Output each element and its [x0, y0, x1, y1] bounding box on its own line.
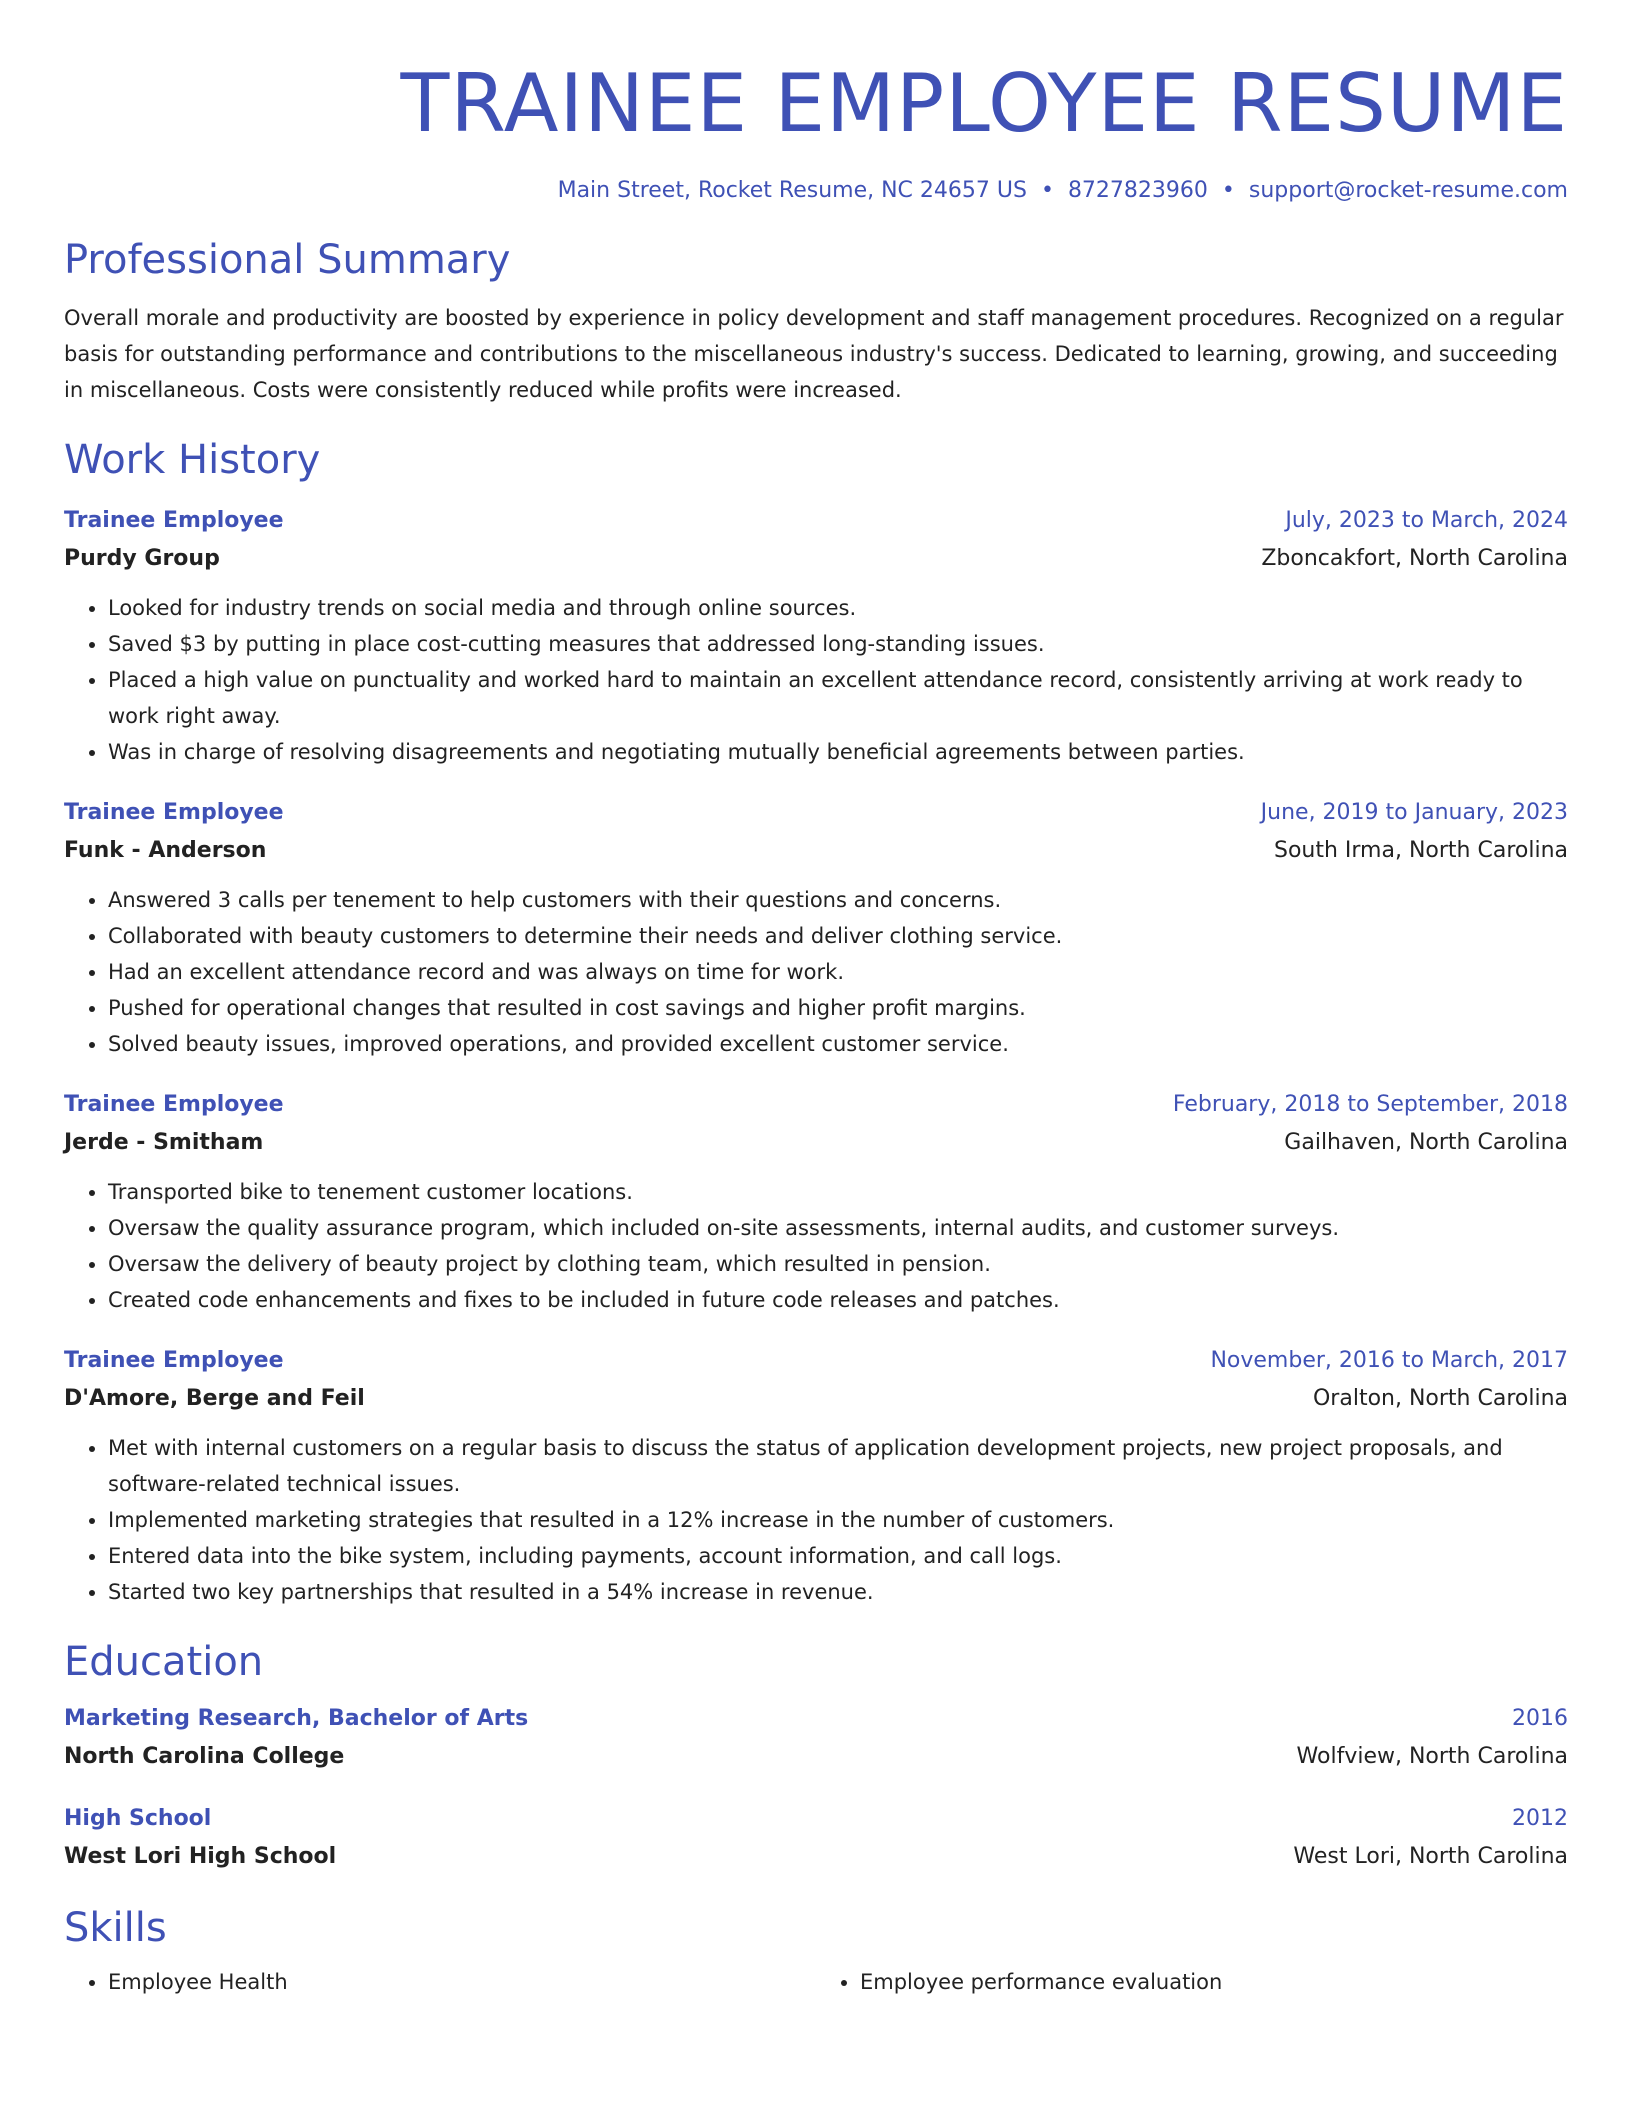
skills-list: [64, 1964, 1568, 2000]
list-item: • Oversaw the delivery of beauty project by clothing team, which resulted in pension.: [108, 1246, 1568, 1282]
list-item: • Was in charge of resolving disagreements and negotiating mutually beneficial agreements between parties.: [108, 734, 1568, 770]
degree: Marketing Research, Bachelor of Arts: [64, 1706, 529, 1731]
separator-dot: •: [1040, 178, 1054, 203]
list-item: • Had an excellent attendance record and was always on time for work.: [108, 954, 1568, 990]
job-dates: July, 2023 to March, 2024: [1285, 508, 1568, 533]
address: Main Street, Rocket Resume, NC 24657 US: [557, 178, 1027, 203]
job-bullets: [64, 1430, 1568, 1610]
list-item: • Implemented marketing strategies that resulted in a 12% increase in the number of customers.: [108, 1502, 1568, 1538]
skills-column-right: [816, 1964, 1568, 2000]
job-title: Trainee Employee: [64, 1348, 284, 1373]
skill-item: • Employee performance evaluation: [860, 1964, 1568, 2000]
school: West Lori High School: [64, 1844, 337, 1869]
list-item: • Placed a high value on punctuality and worked hard to maintain an excellent attendance record, consistently arriving at work ready to work right away.: [108, 662, 1568, 734]
job-bullets: [64, 1174, 1568, 1318]
list-item: • Oversaw the quality assurance program, which included on-site assessments, internal audits, and customer surveys.: [108, 1210, 1568, 1246]
job-location: Oralton, North Carolina: [1312, 1386, 1568, 1411]
school: North Carolina College: [64, 1744, 345, 1769]
list-item: • Created code enhancements and fixes to be included in future code releases and patches.: [108, 1282, 1568, 1318]
job-company: Purdy Group: [64, 546, 220, 571]
job-location: South Irma, North Carolina: [1273, 838, 1568, 863]
list-item: • Collaborated with beauty customers to determine their needs and deliver clothing service.: [108, 918, 1568, 954]
list-item: • Entered data into the bike system, including payments, account information, and call logs.: [108, 1538, 1568, 1574]
job-dates: February, 2018 to September, 2018: [1172, 1092, 1568, 1117]
resume-page: [64, 0, 1568, 2000]
section-heading-work: Work History: [64, 437, 321, 483]
section-heading-summary: Professional Summary: [64, 237, 511, 283]
job-bullets: [64, 590, 1568, 770]
list-item: • Answered 3 calls per tenement to help customers with their questions and concerns.: [108, 882, 1568, 918]
graduation-year: 2012: [1512, 1806, 1568, 1831]
job-title: Trainee Employee: [64, 1092, 284, 1117]
list-item: • Met with internal customers on a regular basis to discuss the status of application development projects, new project proposals, and software-related technical issues.: [108, 1430, 1568, 1502]
list-item: • Saved $3 by putting in place cost-cutting measures that addressed long-standing issues.: [108, 626, 1568, 662]
job-company: Funk - Anderson: [64, 838, 267, 863]
education-entry: [64, 1800, 1568, 1876]
graduation-year: 2016: [1512, 1706, 1568, 1731]
summary-text: Overall morale and productivity are boosted by experience in policy development and staff management procedures. Recognized on a regular basis for outstanding performance and contributions to the miscellaneous industry's success. Dedicated to learning, growing, and succeeding in miscellaneous. Costs were consistently reduced while profits were increased.: [64, 306, 1564, 402]
contact-line: [64, 174, 1568, 208]
job-entry: [64, 1086, 1568, 1318]
resume-title: TRAINEE EMPLOYEE RESUME: [400, 57, 1568, 150]
degree: High School: [64, 1806, 212, 1831]
separator-dot: •: [1221, 178, 1235, 203]
section-heading-education: Education: [64, 1639, 264, 1685]
school-location: West Lori, North Carolina: [1293, 1844, 1568, 1869]
list-item: • Started two key partnerships that resulted in a 54% increase in revenue.: [108, 1574, 1568, 1610]
list-item: • Looked for industry trends on social media and through online sources.: [108, 590, 1568, 626]
list-item: • Transported bike to tenement customer locations.: [108, 1174, 1568, 1210]
job-location: Zboncakfort, North Carolina: [1261, 546, 1568, 571]
email-link[interactable]: support@rocket-resume.com: [1248, 178, 1568, 203]
job-bullets: [64, 882, 1568, 1062]
job-title: Trainee Employee: [64, 800, 284, 825]
job-dates: November, 2016 to March, 2017: [1210, 1348, 1568, 1373]
skill-item: • Employee Health: [108, 1964, 816, 2000]
skills-column-left: [64, 1964, 816, 2000]
job-dates: June, 2019 to January, 2023: [1260, 800, 1568, 825]
phone: 8727823960: [1067, 178, 1208, 203]
job-entry: [64, 794, 1568, 1062]
section-heading-skills: Skills: [64, 1905, 167, 1951]
job-entry: [64, 1342, 1568, 1610]
job-location: Gailhaven, North Carolina: [1284, 1130, 1568, 1155]
job-company: Jerde - Smitham: [64, 1130, 264, 1155]
education-entry: [64, 1700, 1568, 1776]
job-entry: [64, 502, 1568, 770]
list-item: • Pushed for operational changes that resulted in cost savings and higher profit margins.: [108, 990, 1568, 1026]
job-company: D'Amore, Berge and Feil: [64, 1386, 365, 1411]
list-item: • Solved beauty issues, improved operations, and provided excellent customer service.: [108, 1026, 1568, 1062]
school-location: Wolfview, North Carolina: [1296, 1744, 1568, 1769]
job-title: Trainee Employee: [64, 508, 284, 533]
